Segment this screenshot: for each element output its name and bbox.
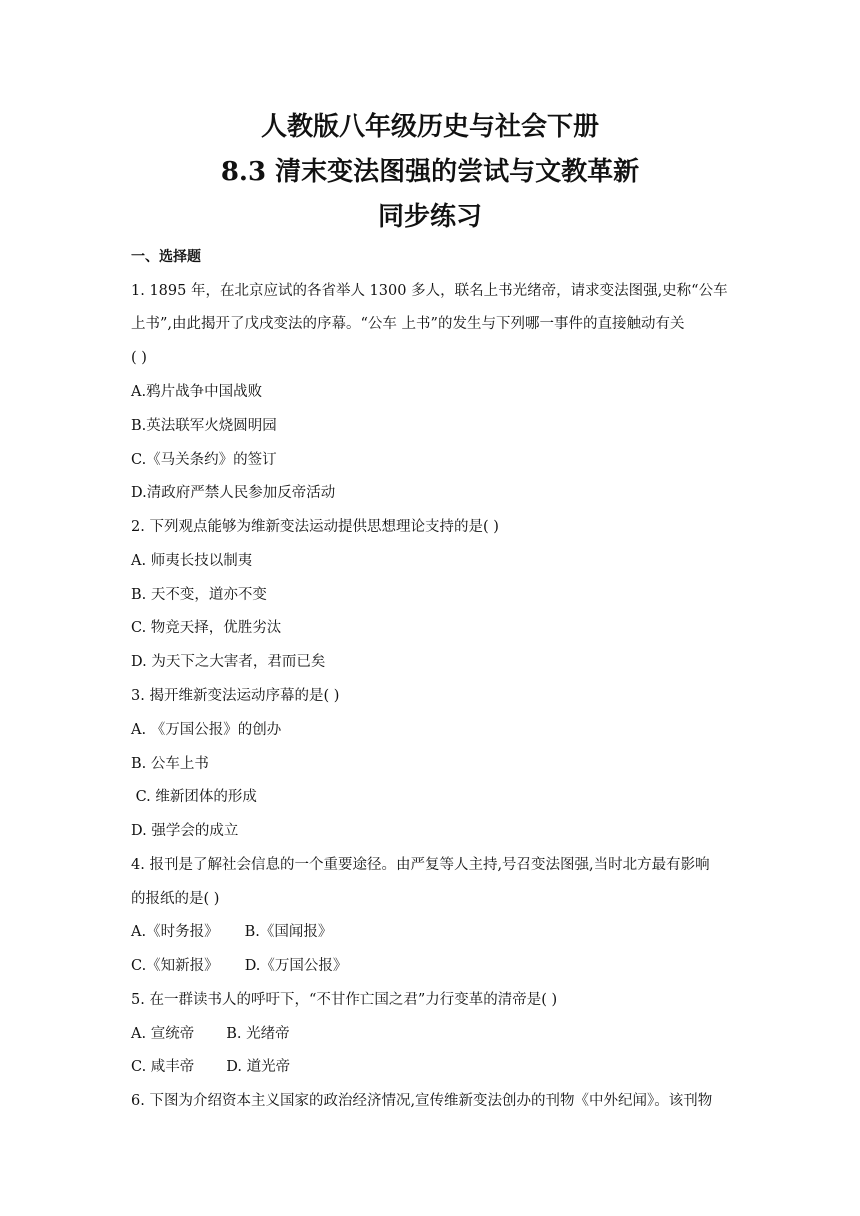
q1-stem-line-1: 1. 1895 年，在北京应试的各省举人 1300 多人，联名上书光绪帝，请求变法图强,史称“公车 [131,283,728,299]
q6-stem: 6. 下图为介绍资本主义国家的政治经济情况,宣传维新变法创办的刊物《中外纪闻》。该刊物 [131,1093,713,1109]
q2-option-d: D. 为天下之大害者，君而已矣 [131,654,326,670]
q2-option-a: A. 师夷长技以制夷 [131,553,253,569]
q5-option-c: C. 咸丰帝 [131,1059,195,1075]
q1-option-d: D.清政府严禁人民参加反帝活动 [131,485,336,501]
q5-stem: 5. 在一群读书人的呼吁下，“不甘作亡国之君”力行变革的清帝是( ) [131,992,558,1008]
q1-option-b: B.英法联军火烧圆明园 [131,418,277,434]
q5-option-b: B. 光绪帝 [226,1026,290,1042]
q4-stem-line-2: 的报纸的是( ) [131,891,220,907]
q3-option-d: D. 强学会的成立 [131,823,239,839]
q2-option-c: C. 物竞天择，优胜劣汰 [131,620,282,636]
q2-stem: 2. 下列观点能够为维新变法运动提供思想理论支持的是( ) [131,519,499,535]
q3-stem: 3. 揭开维新变法运动序幕的是( ) [131,688,340,704]
q4-option-c: C.《知新报》 [131,958,219,974]
q1-answer-blank: ( ) [131,350,147,366]
section-heading: 一、选择题 [131,249,201,265]
q5-option-d: D. 道光帝 [226,1059,291,1075]
q4-option-b: B.《国闻报》 [244,924,333,940]
q1-option-c: C.《马关条约》的签订 [131,452,277,468]
q4-option-d: D.《万国公报》 [244,958,348,974]
document-subtitle-practice: 同步练习 [377,202,482,232]
q3-option-c: C. 维新团体的形成 [131,789,257,805]
q4-options-row-1 [131,922,332,942]
q3-option-b: B. 公车上书 [131,756,209,772]
q4-options-row-2 [131,956,347,976]
q3-option-a: A. 《万国公报》的创办 [131,722,282,738]
q1-option-a: A.鸦片战争中国战败 [131,384,263,400]
q5-options-row-2 [131,1057,290,1077]
q4-stem-line-1: 4. 报刊是了解社会信息的一个重要途径。由严复等人主持,号召变法图强,当时北方最有影响 [131,857,710,873]
document-title: 人教版八年级历史与社会下册 [260,112,599,142]
q5-options-row-1 [131,1024,290,1044]
q1-stem-line-2: 上书”,由此揭开了戊戌变法的序幕。“公车 上书”的发生与下列哪一事件的直接触动有关 [131,316,685,332]
q2-option-b: B. 天不变，道亦不变 [131,587,267,603]
q5-option-a: A. 宣统帝 [131,1026,195,1042]
q4-option-a: A.《时务报》 [131,924,219,940]
document-subtitle: 8.3 清末变法图强的尝试与文教革新 [220,157,640,187]
